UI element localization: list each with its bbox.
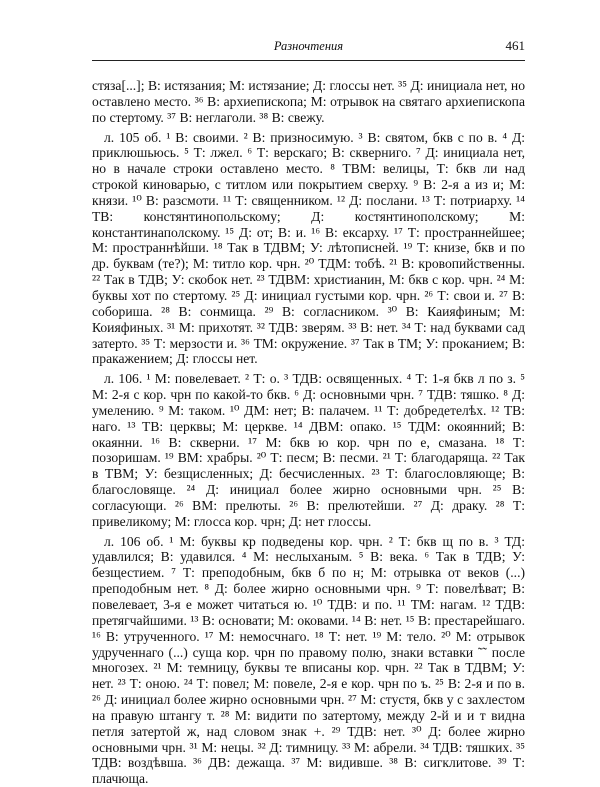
header-rule	[92, 60, 525, 61]
paragraph-l106: л. 106. ¹ М: повелевает. ² Т: о. ³ ТДВ: освященных. ⁴ Т: 1-я бкв л по з. ⁵ М: 2-я с кор. чрн по какой-то бкв. ⁶ Д: основными чрн. ⁷ ТДВ: тяшко. ⁸ Д: умелению. ⁹ М: таком. ¹⁰ ДМ: нет; В: палачем. ¹¹ Т: добредетелѣх. ¹² ТВ: наго. ¹³ ТВ: церквы; М: церкве. ¹⁴ ДВМ: опако. ¹⁵ ТДМ: окоянний; В: окаянни. ¹⁶ В: скверни. ¹⁷ М: бкв ю кор. чрн по е, смазана. ¹⁸ Т: позоришам. ¹⁹ ВМ: храбры. ²⁰ Т: песм; В: песми. ²¹ Т: благодаряща. ²² Так в ТВМ; У: безщисленных; Д: бесчисленных. ²³ Т: благословляюще; В: благословяще. ²⁴ Д: инициал более жирно основными чрн. ²⁵ В: согласующи. ²⁶ ВМ: прелюты. ²⁶ В: прелютейши. ²⁷ Д: драку. ²⁸ Т: привеликому; М: глосса кор. чрн; Д: нет глоссы.	[92, 371, 525, 529]
page-header	[92, 22, 525, 62]
page-number: 461	[505, 38, 525, 53]
paragraph-l106-verso: л. 106 об. ¹ М: буквы кр подведены кор. чрн. ² Т: бкв щ по в. ³ ТД: удавлился; В: удавился. ⁴ М: неслыханым. ⁵ В: века. ⁶ Так в ТДВ; У: безщестием. ⁷ Т: преподобным, бкв б по н; М: отрывка от веков (...) преподобным нет. ⁸ Д: более жирно основными чрн. ⁹ Т: повелѣват; В: повелевает, 3-я е может читаться ю. ¹⁰ ТДВ: и по. ¹¹ ТМ: нагам. ¹² ТДВ: претягчайшими. ¹³ В: основати; М: оковами. ¹⁴ В: нет. ¹⁵ В: престарейшаго. ¹⁶ В: утрученного. ¹⁷ М: немосчнаго. ¹⁸ Т: нет. ¹⁹ М: тело. ²⁰ М: отрывок удрученнаго (...) суща кор. чрн по правому полю, знаки вставки ˜˜ после многозех. ²¹ М: темницу, буквы те вписаны кор. чрн. ²² Так в ТДВМ; У: нет. ²³ Т: оною. ²⁴ Т: повел; М: повеле, 2-я е кор. чрн по ъ. ²⁵ В: 2-я и по в. ²⁶ Д: инициал более жирно основными чрн. ²⁷ М: стустя, бкв у с захлестом на правую штангу т. ²⁸ М: видити по затертому, между 2-й и и т видна петля затертой ж, над словом знак +. ²⁹ ТДВ: нет. ³⁰ Д: более жирно основными чрн. ³¹ М: нецы. ³² Д: тимницу. ³³ М: абрели. ³⁴ ТДВ: тяшких. ³⁵ ТДВ: воздѣвша. ³⁶ ДВ: дежаща. ³⁷ М: видивше. ³⁸ В: сигклитове. ³⁹ Т: плачюща.	[92, 533, 525, 787]
variant-readings-text	[92, 78, 525, 787]
paragraph-continuation: стяза[...]; В: истязания; М: истязание; Д: глоссы нет. ³⁵ Д: инициала нет, но оставлено место. ³⁶ В: архиепископа; М: отрывок на святаго архиепископа по стертому. ³⁷ В: неглаголи. ³⁸ В: свежу.	[92, 78, 525, 125]
running-title: Разночтения	[273, 39, 344, 53]
paragraph-l105-verso: л. 105 об. ¹ В: своими. ² В: призносимую. ³ В: святом, бкв с по в. ⁴ Д: приклюшьюсь. ⁵ Т: лжел. ⁶ Т: верскаго; В: скверниго. ⁷ Д: инициала нет, но в начале строки оставлено место. ⁸ ТВМ: велицы, Т: бкв ли над строкой киноварью, с титлом или покрытием сверху. ⁹ В: 2-я а из и; М: князи. ¹⁰ В: разсмоти. ¹¹ Т: священником. ¹² Д: послани. ¹³ Т: потриарху. ¹⁴ ТВ: констянтинопольскому; Д: костянтинополскому; М: константинаполскому. ¹⁵ Д: от; В: и. ¹⁶ В: ексарху. ¹⁷ Т: пространнейшее; М: пространнѣйши. ¹⁸ Так в ТДВМ; У: лѣтописней. ¹⁹ Т: книзе, бкв и по др. буквам (те?); М: титло кор. чрн. ²⁰ ТДМ: тобѣ. ²¹ В: кровопийственны. ²² Так в ТДВ; У: скобок нет. ²³ ТДВМ: христианин, М: бкв с кор. чрн. ²⁴ М: буквы хот по стертому. ²⁵ Д: инициал густыми кор. чрн. ²⁶ Т: свои и. ²⁷ В: собориша. ²⁸ В: сонмища. ²⁹ В: согласником. ³⁰ В: Каияфиным; М: Коияфиных. ³¹ М: прихотят. ³² ТДВ: зверям. ³³ В: нет. ³⁴ Т: над буквами сад затерто. ³⁵ Т: мерзости и. ³⁶ ТМ: окружение. ³⁷ Так в ТМ; У: проканием; В: пракажением; Д: глоссы нет.	[92, 129, 525, 367]
